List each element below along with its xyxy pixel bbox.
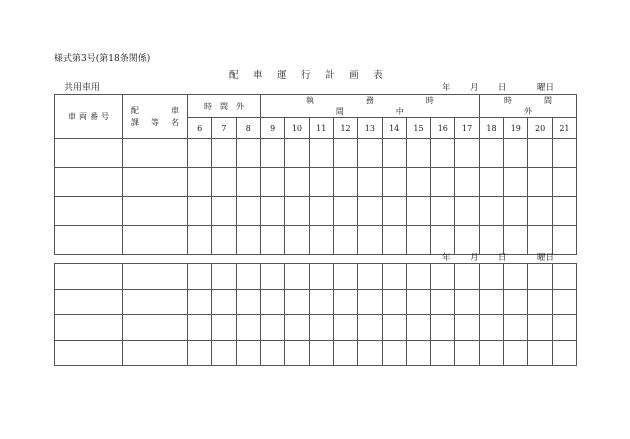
vehicle-number-cell — [55, 289, 123, 315]
hour-cell — [504, 315, 528, 341]
hour-cell — [236, 289, 260, 315]
hour-header-cell: 16 — [431, 118, 455, 139]
hour-cell — [455, 289, 479, 315]
dispatch-section-header — [123, 95, 188, 139]
hour-cell — [285, 289, 309, 315]
header-char: 号 — [101, 112, 109, 121]
vehicle-number-cell — [55, 197, 123, 226]
vehicle-number-cell — [55, 264, 123, 290]
hour-header-cell: 17 — [455, 118, 479, 139]
hour-cell — [358, 289, 382, 315]
hour-cell — [406, 340, 430, 366]
hour-cell — [285, 226, 309, 255]
hour-cell — [260, 264, 284, 290]
hour-cell — [358, 197, 382, 226]
hour-cell — [309, 340, 333, 366]
hour-cell — [528, 168, 552, 197]
hour-cell — [552, 264, 576, 290]
hour-cell — [406, 197, 430, 226]
hour-cell — [406, 289, 430, 315]
hour-cell — [552, 139, 576, 168]
hour-cell — [431, 226, 455, 255]
header-char: 中 — [395, 107, 404, 116]
dispatch-section-cell — [123, 289, 188, 315]
hour-cell — [504, 168, 528, 197]
day-label: 日 — [498, 253, 507, 263]
hour-cell — [285, 168, 309, 197]
hour-header-cell: 11 — [309, 118, 333, 139]
hour-cell — [188, 315, 212, 341]
hour-cell — [479, 289, 503, 315]
hour-cell — [188, 139, 212, 168]
hour-cell — [382, 197, 406, 226]
hour-cell — [382, 168, 406, 197]
hour-header-cell: 20 — [528, 118, 552, 139]
hour-cell — [528, 315, 552, 341]
category-label: 共用車用 — [64, 83, 101, 93]
header-char: 課 — [131, 117, 139, 127]
hour-cell — [285, 197, 309, 226]
hour-cell — [358, 139, 382, 168]
hour-cell — [212, 168, 236, 197]
month-label: 月 — [470, 83, 479, 93]
hour-cell — [455, 168, 479, 197]
header-char: 等 — [151, 117, 159, 127]
hour-cell — [236, 315, 260, 341]
hour-cell — [431, 197, 455, 226]
dispatch-section-cell — [123, 315, 188, 341]
day-label: 日 — [498, 83, 507, 93]
hour-cell — [504, 264, 528, 290]
hour-cell — [309, 289, 333, 315]
hour-cell — [528, 264, 552, 290]
header-char: 外 — [235, 101, 244, 111]
hour-cell — [358, 168, 382, 197]
hour-cell — [333, 340, 357, 366]
header-char: 配 — [131, 105, 139, 115]
hour-cell — [552, 340, 576, 366]
hour-cell — [479, 264, 503, 290]
hour-cell — [309, 139, 333, 168]
header-char: 務 — [365, 96, 374, 105]
document-title — [229, 71, 397, 81]
hour-cell — [333, 197, 357, 226]
hour-cell — [528, 340, 552, 366]
hour-cell — [212, 264, 236, 290]
header-char: 時 — [503, 96, 512, 105]
hour-cell — [382, 264, 406, 290]
hour-cell — [260, 289, 284, 315]
dispatch-section-cell — [123, 168, 188, 197]
hour-cell — [552, 168, 576, 197]
hour-cell — [309, 226, 333, 255]
hour-cell — [455, 139, 479, 168]
dispatch-section-cell — [123, 264, 188, 290]
hour-cell — [285, 340, 309, 366]
hour-cell — [333, 168, 357, 197]
dispatch-section-cell — [123, 226, 188, 255]
dispatch-table-top — [54, 94, 577, 255]
hour-cell — [479, 168, 503, 197]
hour-cell — [212, 226, 236, 255]
hour-cell — [260, 226, 284, 255]
hour-cell — [528, 289, 552, 315]
hour-cell — [431, 315, 455, 341]
hour-cell — [479, 315, 503, 341]
vehicle-number-cell — [55, 315, 123, 341]
hour-cell — [406, 264, 430, 290]
hour-header-cell: 12 — [333, 118, 357, 139]
hour-header-cell: 7 — [212, 118, 236, 139]
hour-cell — [382, 226, 406, 255]
hour-header-cell: 15 — [406, 118, 430, 139]
hour-cell — [528, 139, 552, 168]
table-row — [55, 264, 577, 290]
vehicle-number-cell — [55, 168, 123, 197]
hour-cell — [333, 264, 357, 290]
hour-cell — [260, 139, 284, 168]
header-row-groups — [55, 95, 577, 118]
hour-cell — [358, 264, 382, 290]
month-label: 月 — [470, 253, 479, 263]
hour-cell — [358, 226, 382, 255]
hour-cell — [479, 340, 503, 366]
hour-header-cell: 10 — [285, 118, 309, 139]
hour-cell — [236, 168, 260, 197]
title-char: 配 — [229, 70, 239, 81]
header-char: 間 — [219, 101, 228, 111]
dispatch-section-cell — [123, 340, 188, 366]
hour-cell — [358, 315, 382, 341]
hour-cell — [455, 315, 479, 341]
header-char: 間 — [335, 107, 344, 116]
weekday-label: 曜日 — [537, 83, 555, 93]
hour-cell — [431, 168, 455, 197]
hour-cell — [431, 139, 455, 168]
working-hours-header — [260, 95, 479, 118]
hour-cell — [479, 139, 503, 168]
form-number: 様式第3号(第18条関係) — [54, 54, 151, 64]
hour-cell — [552, 226, 576, 255]
hour-header-cell: 21 — [552, 118, 576, 139]
hour-header-cell: 13 — [358, 118, 382, 139]
header-char: 外 — [523, 107, 532, 116]
hour-cell — [212, 289, 236, 315]
header-char: 車 — [68, 112, 76, 121]
title-char: 運 — [277, 70, 287, 81]
table-row — [55, 168, 577, 197]
table-row — [55, 226, 577, 255]
hour-cell — [504, 289, 528, 315]
hour-cell — [212, 139, 236, 168]
hour-cell — [528, 197, 552, 226]
overtime-before-header — [188, 95, 261, 118]
vehicle-number-cell — [55, 226, 123, 255]
hour-cell — [236, 226, 260, 255]
year-label: 年 — [442, 83, 451, 93]
hour-cell — [260, 340, 284, 366]
vehicle-number-cell — [55, 139, 123, 168]
hour-cell — [406, 168, 430, 197]
hour-cell — [382, 315, 406, 341]
hour-cell — [212, 315, 236, 341]
hour-cell — [504, 197, 528, 226]
hour-header-cell: 19 — [504, 118, 528, 139]
hour-cell — [236, 197, 260, 226]
hour-cell — [333, 226, 357, 255]
table-row — [55, 197, 577, 226]
hour-cell — [309, 197, 333, 226]
header-char: 間 — [543, 96, 552, 105]
hour-cell — [188, 289, 212, 315]
hour-cell — [406, 315, 430, 341]
hour-header-cell: 8 — [236, 118, 260, 139]
hour-cell — [188, 340, 212, 366]
hour-cell — [455, 226, 479, 255]
table-row — [55, 139, 577, 168]
title-char: 計 — [325, 70, 335, 81]
hour-cell — [260, 197, 284, 226]
hour-cell — [358, 340, 382, 366]
hour-cell — [309, 168, 333, 197]
hour-cell — [406, 139, 430, 168]
hour-cell — [260, 168, 284, 197]
hour-cell — [431, 340, 455, 366]
hour-cell — [309, 315, 333, 341]
hour-cell — [188, 264, 212, 290]
title-char: 表 — [373, 70, 383, 81]
header-char: 車 — [171, 105, 179, 115]
year-label: 年 — [442, 253, 451, 263]
hour-cell — [212, 197, 236, 226]
hour-cell — [552, 289, 576, 315]
hour-cell — [236, 340, 260, 366]
hour-cell — [212, 340, 236, 366]
hour-header-cell: 6 — [188, 118, 212, 139]
hour-header-cell: 14 — [382, 118, 406, 139]
hour-cell — [333, 289, 357, 315]
hour-cell — [236, 139, 260, 168]
hour-cell — [504, 226, 528, 255]
hour-cell — [455, 264, 479, 290]
hour-cell — [504, 139, 528, 168]
hour-cell — [552, 197, 576, 226]
hour-header-cell: 9 — [260, 118, 284, 139]
weekday-label: 曜日 — [537, 253, 555, 263]
hour-cell — [431, 289, 455, 315]
header-char: 番 — [90, 112, 98, 121]
title-char: 車 — [253, 70, 263, 81]
hour-cell — [260, 315, 284, 341]
hour-cell — [285, 139, 309, 168]
hour-cell — [455, 197, 479, 226]
header-char: 名 — [171, 117, 179, 127]
dispatch-section-cell — [123, 197, 188, 226]
header-char: 両 — [79, 112, 87, 121]
hour-header-cell: 18 — [479, 118, 503, 139]
title-char: 行 — [301, 70, 311, 81]
hour-cell — [309, 264, 333, 290]
table-row — [55, 289, 577, 315]
dispatch-section-cell — [123, 139, 188, 168]
header-char: 時 — [203, 101, 212, 111]
header-char: 時 — [425, 96, 434, 105]
hour-cell — [188, 197, 212, 226]
hour-cell — [382, 340, 406, 366]
hour-cell — [285, 315, 309, 341]
table-row — [55, 340, 577, 366]
header-char: 執 — [305, 96, 314, 105]
hour-cell — [382, 139, 406, 168]
hour-cell — [333, 139, 357, 168]
hour-cell — [333, 315, 357, 341]
dispatch-table-bottom — [54, 263, 577, 366]
hour-cell — [382, 289, 406, 315]
table-row — [55, 315, 577, 341]
hour-cell — [528, 226, 552, 255]
hour-cell — [479, 197, 503, 226]
title-char: 画 — [349, 70, 359, 81]
hour-cell — [552, 315, 576, 341]
hour-cell — [431, 264, 455, 290]
hour-cell — [188, 226, 212, 255]
hour-cell — [188, 168, 212, 197]
hour-cell — [504, 340, 528, 366]
hour-cell — [406, 226, 430, 255]
hour-cell — [285, 264, 309, 290]
overtime-after-header — [479, 95, 576, 118]
hour-cell — [479, 226, 503, 255]
vehicle-number-header — [55, 95, 123, 139]
vehicle-number-cell — [55, 340, 123, 366]
hour-cell — [455, 340, 479, 366]
hour-cell — [236, 264, 260, 290]
